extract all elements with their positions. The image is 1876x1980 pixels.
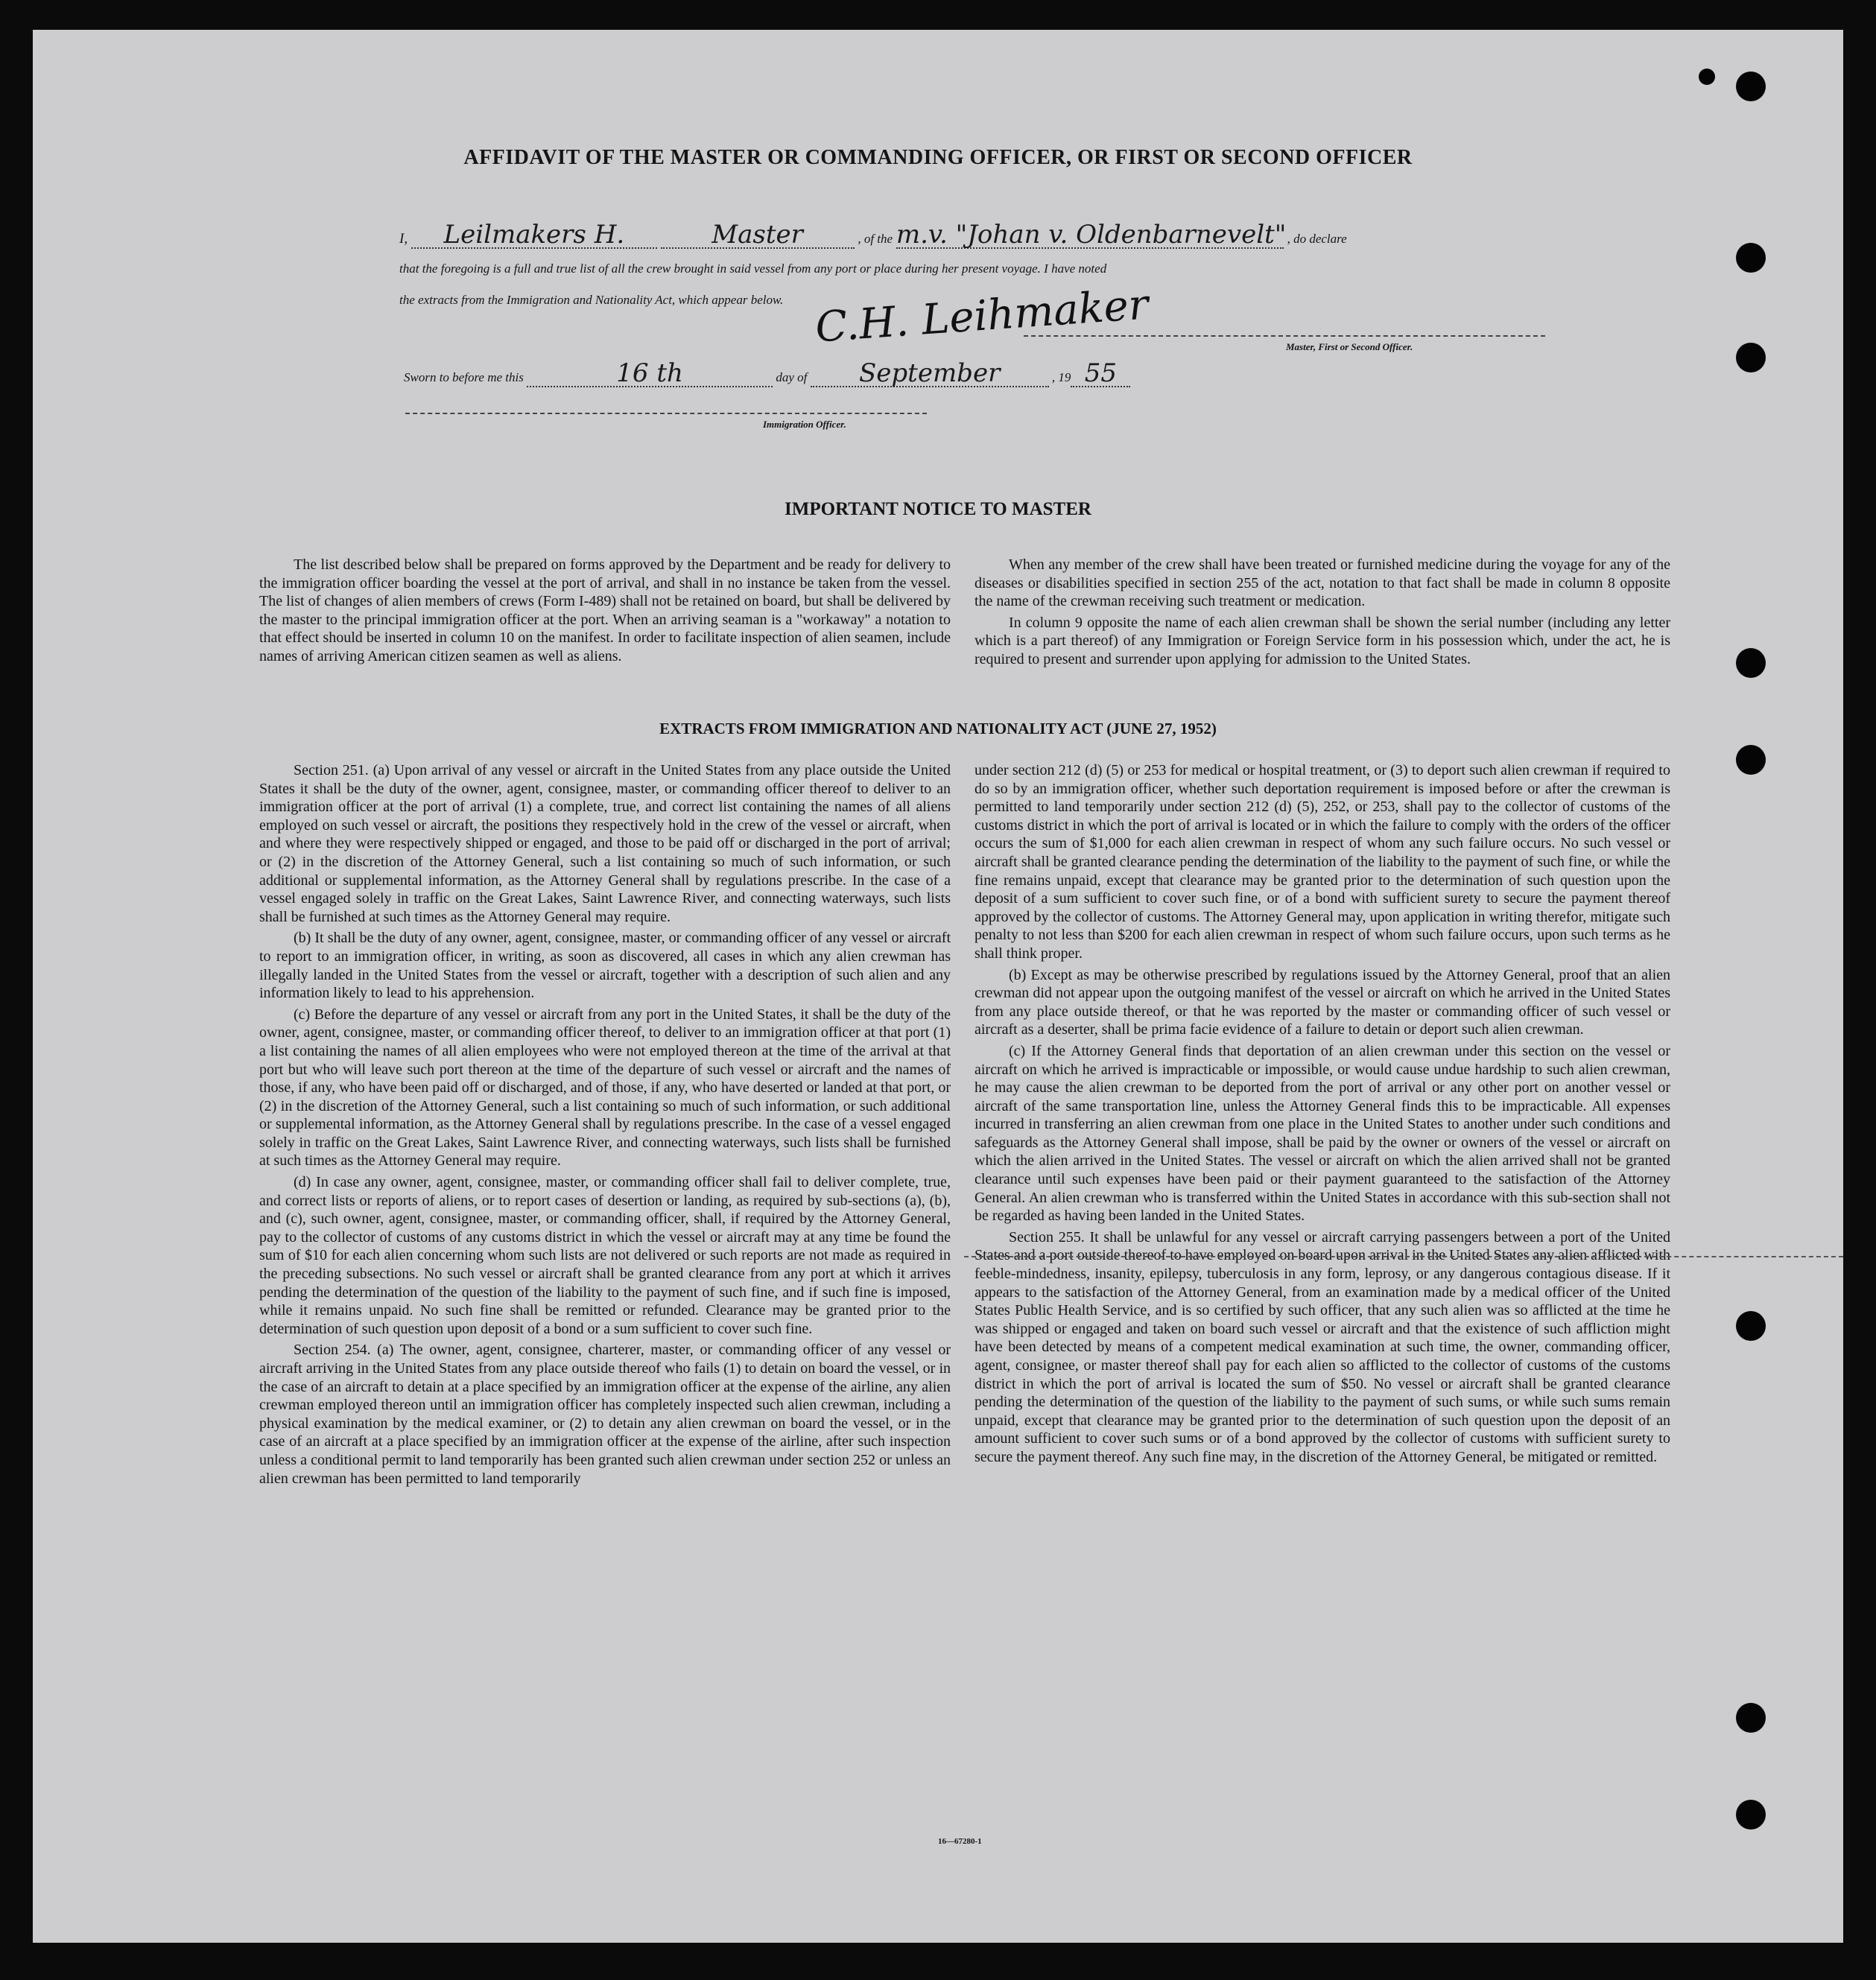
handwritten-vessel: m.v. "Johan v. Oldenbarnevelt"	[896, 220, 1287, 250]
fold-line	[964, 1256, 1843, 1257]
handwritten-month: September	[811, 361, 1049, 387]
extracts-title: EXTRACTS FROM IMMIGRATION AND NATIONALITY ACT (JUNE 27, 1952)	[659, 720, 1217, 737]
binder-hole	[1736, 1703, 1766, 1733]
affidavit-line-1	[399, 222, 1562, 253]
binder-hole	[1736, 648, 1766, 678]
section-254a-continued: under section 212 (d) (5) or 253 for medical or hospital treatment, or (3) to deport such alien crewman if required to do so by an immigration officer, whether such deportation requirement is imposed before or after the crewman is permitted to land temporarily under section 212 (d) (5), 252, or 253, shall pay to the collector of customs of the customs district in which the port of arrival is located or in which the failure to comply with the orders of the officer occurs the sum of $1,000 for each alien crewman in respect of whom any such failure occurs. No such vessel or aircraft shall be granted clearance pending the determination of the liability to the payment of such fine, or while the fine remains unpaid, except that clearance may be granted prior to the determination of such question upon the deposit of a sum sufficient to cover such fine, or of a bond with sufficient surety to secure the payment thereof approved by the collector of customs. The Attorney General may, upon application in writing therefor, mitigate such penalty to not less than $200 for each alien crewman in respect of whom such failure occurs, upon such terms as he shall think proper.	[975, 762, 1670, 962]
section-251d: (d) In case any owner, agent, consignee, master, or commanding officer shall fail to deliver complete, true, and correct lists or reports of aliens, or to report cases of desertion or landing, as required by sub-sections (a), (b), and (c), such owner, agent, consignee, master, or commanding officer, shall, if required by the Attorney General, pay to the collector of customs of any customs district in which the vessel or aircraft may at any time be found the sum of $10 for each alien concerning whom such lists are not delivered or such reports are not made as required in the preceding subsections. No such vessel or aircraft shall be granted clearance from any port at which it arrives pending the determination of the question of the liability to the payment of such fine, and if such fine is imposed, while it remains unpaid. No such fine shall be remitted or refunded. Clearance may be granted prior to the determination of such question upon deposit of a bond or a sum sufficient to cover such fine.	[259, 1174, 951, 1337]
binder-hole	[1736, 343, 1766, 372]
handwritten-name: Leilmakers H.	[411, 222, 657, 249]
binder-hole	[1699, 69, 1715, 85]
binder-hole	[1736, 1800, 1766, 1830]
binder-hole	[1736, 243, 1766, 273]
notice-paragraph: In column 9 opposite the name of each alien crewman shall be shown the serial number (including any letter which is a part thereof) of any Immigration or Foreign Service form in his possession which, under the act, he is required to present and surrender upon applying for admission to the United States.	[975, 614, 1670, 667]
day-of-label: day of	[776, 370, 808, 384]
declare-label: , do declare	[1287, 232, 1347, 246]
affidavit-line-2: that the foregoing is a full and true list of all the crew brought in said vessel from any port or place during her present voyage. I have noted	[399, 261, 1107, 276]
notice-title: IMPORTANT NOTICE TO MASTER	[785, 499, 1091, 519]
form-code: 16—67280-1	[938, 1837, 982, 1846]
of-the-label: , of the	[858, 232, 893, 246]
section-254b: (b) Except as may be otherwise prescribed by regulations issued by the Attorney General, proof that an alien crewman did not appear upon the outgoing manifest of the vessel or aircraft on which he arrived in the United States from any place outside thereof, or that he was reported by the master or commanding officer of such vessel or aircraft as a deserter, shall be prima facie evidence of a failure to detain or deport such alien crewman.	[975, 966, 1670, 1038]
notice-right-column	[975, 556, 1670, 672]
notice-paragraph: When any member of the crew shall have been treated or furnished medicine during the voyage for any of the diseases or disabilities specified in section 255 of the act, notation to that fact shall be made in column 8 opposite the name of the crewman receiving such treatment or medication.	[975, 556, 1670, 610]
section-251b: (b) It shall be the duty of any owner, agent, consignee, master, or commanding officer of any vessel or aircraft to report to an immigration officer, in writing, as soon as discovered, all cases in which any alien crewman has illegally landed in the United States from the vessel or aircraft, together with a description of such alien and any information likely to lead to his apprehension.	[259, 930, 951, 1002]
sworn-label: Sworn to before me this	[404, 370, 524, 384]
officer-caption: Immigration Officer.	[763, 419, 846, 430]
section-254a: Section 254. (a) The owner, agent, consignee, charterer, master, or commanding officer of any vessel or aircraft arriving in the United States from any place outside thereof who fails (1) to detain on board the vessel, or in the case of an aircraft to detain at a place specified by an immigration officer at the expense of the airline, any alien crewman employed thereon until an immigration officer has completely inspected such alien crewman, including a physical examination by the medical examiner, or (2) to detain any alien crewman on board the vessel, or in the case of an aircraft at a place specified by an immigration officer at the expense of the airline, after such inspection unless a conditional permit to land temporarily has been granted such alien crewman under section 252 or unless an alien crewman has been permitted to land temporarily	[259, 1342, 951, 1487]
section-255: Section 255. It shall be unlawful for any vessel or aircraft carrying passengers between a port of the United States and a port outside thereof to have employed on board upon arrival in the United States any alien afflicted with feeble-mindedness, insanity, epilepsy, tuberculosis in any form, leprosy, or any dangerous contagious disease. If it appears to the satisfaction of the Attorney General, from an examination made by a medical officer of the United States Public Health Service, and is so certified by such officer, that any such alien was so afflicted at the time he was shipped or engaged and taken on board such vessel or aircraft and that the existence of such affliction might have been detected by means of a competent medical examination at such time, the owner, commanding officer, agent, consignee, or master thereof shall pay for each alien so afflicted to the collector of customs of the customs district in which the port of arrival is located the sum of $50. No vessel or aircraft shall be granted clearance pending the determination of the question of the liability to the payment of such sums, or while such sums remain unpaid, except that clearance may be granted prior to the determination of such question upon the deposit of an amount sufficient to cover such sums or of a bond approved by the collector of customs with sufficient surety to secure the payment thereof. Any such fine may, in the discretion of the Attorney General, be mitigated or remitted.	[975, 1228, 1670, 1465]
officer-signature-line	[405, 413, 927, 414]
handwritten-year: 55	[1071, 361, 1130, 387]
document-page	[33, 30, 1843, 1943]
notice-paragraph: The list described below shall be prepared on forms approved by the Department and be ready for delivery to the immigration officer boarding the vessel at the port of arrival, and shall in no instance be taken from the vessel. The list of changes of alien members of crews (Form I-489) shall not be retained on board, but shall be delivered by the master to the principal immigration officer at the port. When an arriving seaman is a "workaway" a notation to that effect should be inserted in column 10 on the manifest. In order to facilitate inspection of alien seamen, include names of arriving American citizen seamen as well as aliens.	[259, 556, 951, 664]
affidavit-title: AFFIDAVIT OF THE MASTER OR COMMANDING OFFICER, OR FIRST OR SECOND OFFICER	[463, 146, 1413, 169]
affidavit-line-3: the extracts from the Immigration and Nationality Act, which appear below.	[399, 293, 784, 307]
pronoun-label: I,	[399, 231, 408, 247]
signature-line	[1024, 335, 1545, 337]
section-254c: (c) If the Attorney General finds that deportation of an alien crewman under this section on the vessel or aircraft on which he arrived is impracticable or impossible, or would cause undue hardship to such alien crewman, he may cause the alien crewman to be deported from the port of arrival or any other port on another vessel or aircraft of the same transportation line, unless the Attorney General finds this to be impracticable. All expenses incurred in transferring an alien crewman from one place in the United States to another under such conditions and safeguards as the Attorney General shall impose, shall be paid by the owner or owners of the vessel or aircraft on which the alien arrived in the United States. The vessel or aircraft on which the alien arrived shall not be granted clearance until such expenses have been paid or their payment guaranteed to the satisfaction of the Attorney General. An alien crewman who is transferred within the United States in accordance with this sub-section shall not be regarded as having been landed in the United States.	[975, 1042, 1670, 1225]
section-251a: Section 251. (a) Upon arrival of any vessel or aircraft in the United States from any place outside the United States it shall be the duty of the owner, agent, consignee, master, or commanding officer thereof to deliver to an immigration officer at the port of arrival (1) a complete, true, and correct list containing the names of all aliens employed on such vessel or aircraft, the positions they respectively hold in the crew of the vessel or aircraft, when and where they were respectively shipped or engaged, and those to be paid off or discharged in the port of arrival; or (2) in the discretion of the Attorney General, such a list containing so much of such information, or such additional or supplemental information, as the Attorney General shall by regulations prescribe. In the case of a vessel engaged solely in traffic on the Great Lakes, Saint Lawrence River, and connecting waterways, such lists shall be furnished at such times as the Attorney General may require.	[259, 762, 951, 925]
master-signature: C.H. Leihmaker	[814, 280, 1150, 352]
handwritten-rank: Master	[661, 222, 855, 249]
binder-hole	[1736, 745, 1766, 775]
binder-hole	[1736, 1311, 1766, 1341]
section-251c: (c) Before the departure of any vessel or aircraft from any port in the United States, it shall be the duty of the owner, agent, consignee, master, or commanding officer thereof, to deliver to an immigration officer at that port (1) a list containing the names of all alien employees who were not employed thereon at the time of the arrival at that port but who will leave such port thereon at the time of the departure of such vessel or aircraft and the names of those, if any, who have been paid off or discharged, and of those, if any, who have deserted or landed at that port, or (2) in the discretion of the Attorney General, such a list containing so much of such information, or such additional or supplemental information, as the Attorney General shall by regulations prescribe. In the case of a vessel engaged solely in traffic on the Great Lakes, Saint Lawrence River, and connecting waterways, such lists shall be furnished at such times as the Attorney General may require.	[259, 1006, 951, 1170]
sworn-line	[404, 358, 1372, 388]
notice-left-column	[259, 556, 951, 669]
handwritten-day: 16 th	[527, 361, 773, 387]
year-prefix: , 19	[1051, 370, 1071, 384]
signature-caption: Master, First or Second Officer.	[1286, 341, 1413, 352]
extracts-left-column	[259, 761, 951, 1491]
binder-hole	[1736, 72, 1766, 101]
extracts-right-column	[975, 761, 1670, 1470]
